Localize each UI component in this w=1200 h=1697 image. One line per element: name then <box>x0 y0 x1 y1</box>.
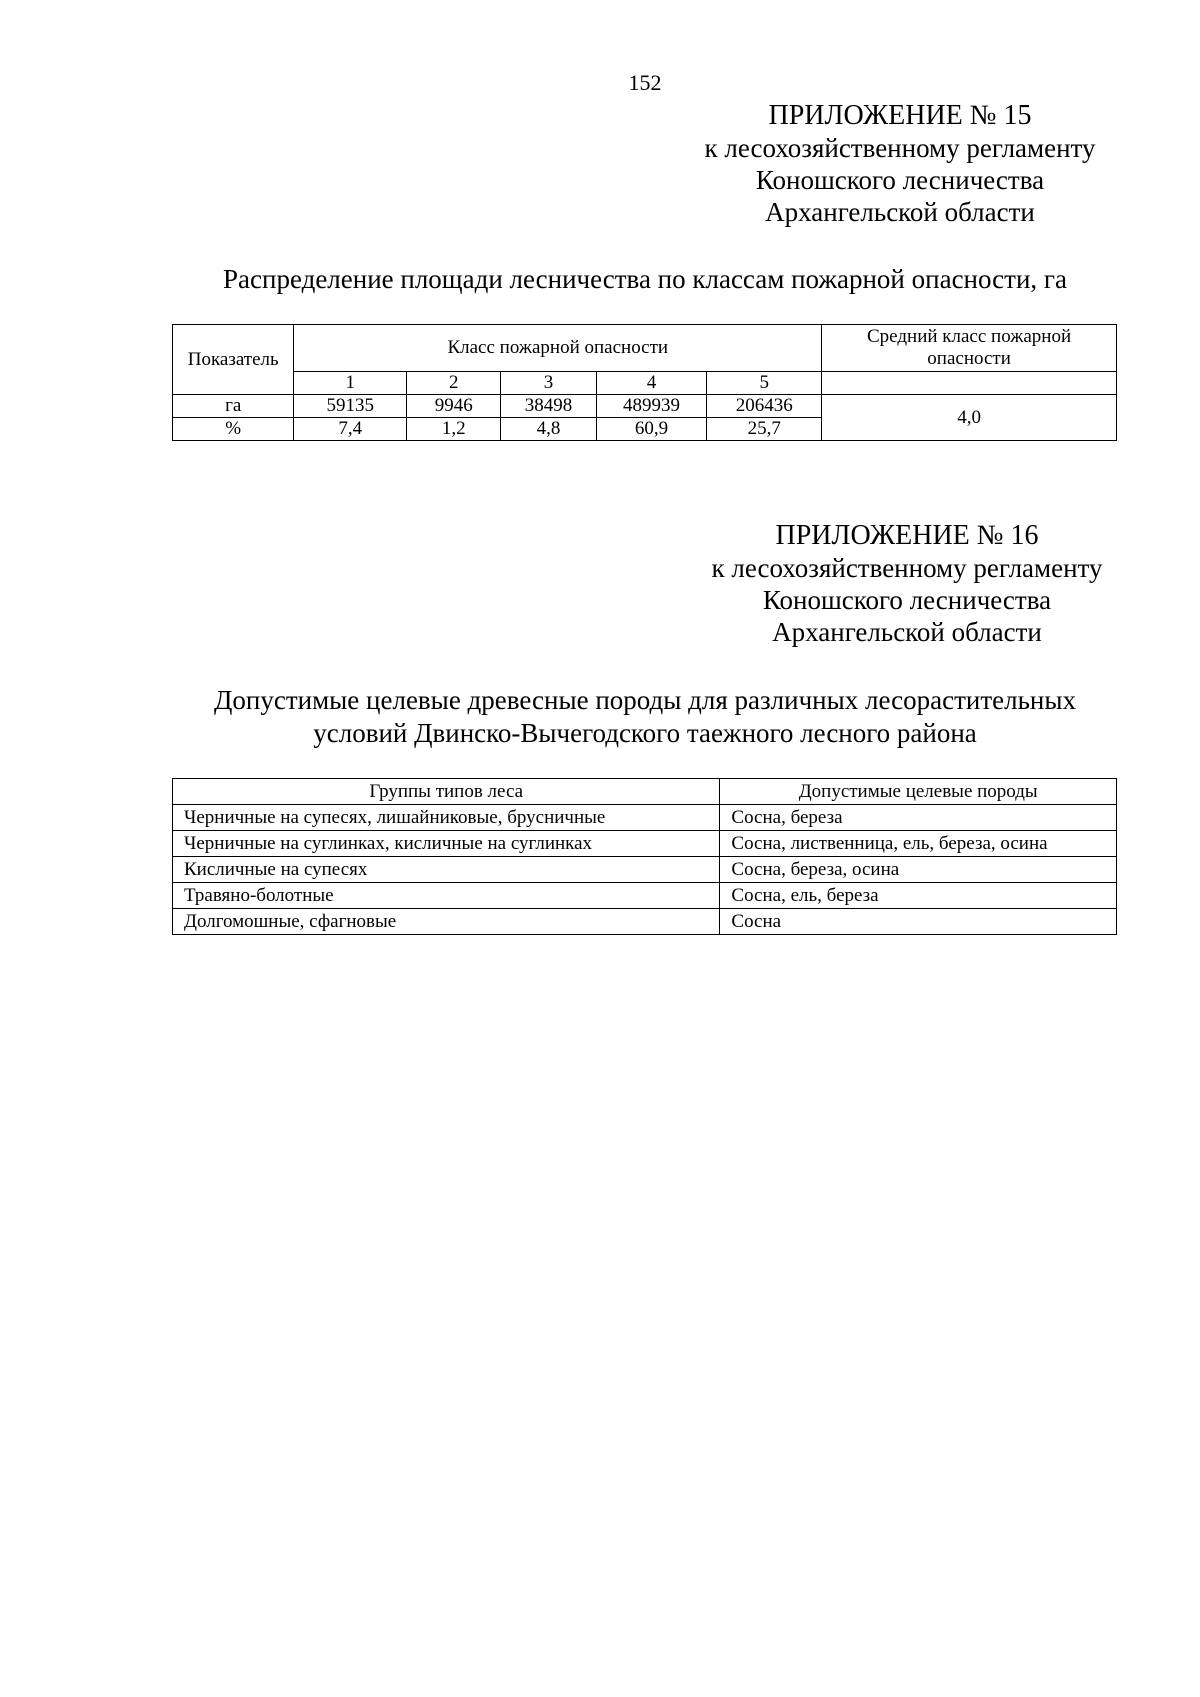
species-cell: Сосна <box>720 909 1117 935</box>
appendix-15-line2: Коношского лесничества <box>755 165 1045 195</box>
appendix-15-line3: Архангельской области <box>765 197 1035 227</box>
appendix-16-header <box>697 520 1117 648</box>
table-16-title-line1: Допустимые целевые древесные породы для различных лесорастительных <box>213 685 1076 715</box>
table-row <box>173 909 1117 935</box>
table-cell: 59135 <box>294 395 407 418</box>
table-cell: 4,8 <box>501 418 596 441</box>
row-label: га <box>173 395 294 418</box>
appendix-16-heading: ПРИЛОЖЕНИЕ № 16 <box>775 520 1039 551</box>
table-16-title <box>150 684 1140 750</box>
appendix-16-line3: Архангельской области <box>772 617 1042 647</box>
forest-group-cell: Черничные на супесях, лишайниковые, брусничные <box>173 805 720 831</box>
class-number: 3 <box>501 372 596 395</box>
header-indicator: Показатель <box>173 325 294 395</box>
class-number: 5 <box>707 372 822 395</box>
empty-cell <box>822 372 1117 395</box>
fire-danger-table <box>172 324 1117 441</box>
species-cell: Сосна, ель, береза <box>720 883 1117 909</box>
class-number: 4 <box>596 372 707 395</box>
forest-group-cell: Долгомошные, сфагновые <box>173 909 720 935</box>
target-species-table <box>172 778 1117 935</box>
forest-group-cell: Кисличные на супесях <box>173 857 720 883</box>
forest-group-cell: Травяно-болотные <box>173 883 720 909</box>
appendix-15-line1: к лесохозяйственному регламенту <box>704 133 1096 163</box>
table-cell: 38498 <box>501 395 596 418</box>
table-row <box>173 831 1117 857</box>
table-cell: 9946 <box>407 395 501 418</box>
row-label: % <box>173 418 294 441</box>
species-cell: Сосна, береза, осина <box>720 857 1117 883</box>
table-row <box>173 857 1117 883</box>
class-number: 2 <box>407 372 501 395</box>
table-cell: 25,7 <box>707 418 822 441</box>
header-fire-class: Класс пожарной опасности <box>294 325 822 372</box>
table-15-title: Распределение площади лесничества по классам пожарной опасности, га <box>223 264 1067 294</box>
table-cell: 60,9 <box>596 418 707 441</box>
appendix-15-heading: ПРИЛОЖЕНИЕ № 15 <box>768 100 1032 131</box>
appendix-15-header <box>690 100 1110 228</box>
table-cell: 1,2 <box>407 418 501 441</box>
forest-group-cell: Черничные на суглинках, кисличные на суглинках <box>173 831 720 857</box>
header-target-species: Допустимые целевые породы <box>720 779 1117 805</box>
table-16-title-line2: условий Двинско-Вычегодского таежного лесного района <box>313 718 977 748</box>
table-cell: 206436 <box>707 395 822 418</box>
table-cell: 7,4 <box>294 418 407 441</box>
page-number: 152 <box>628 70 662 95</box>
header-forest-groups: Группы типов леса <box>173 779 720 805</box>
table-cell: 489939 <box>596 395 707 418</box>
class-number: 1 <box>294 372 407 395</box>
table-row <box>173 395 1117 418</box>
appendix-16-line2: Коношского лесничества <box>762 585 1052 615</box>
average-class-value: 4,0 <box>822 395 1117 441</box>
species-cell: Сосна, береза <box>720 805 1117 831</box>
appendix-16-line1: к лесохозяйственному регламенту <box>711 553 1103 583</box>
table-row <box>173 805 1117 831</box>
table-row <box>173 883 1117 909</box>
species-cell: Сосна, лиственница, ель, береза, осина <box>720 831 1117 857</box>
header-average-class: Средний класс пожарной опасности <box>822 325 1117 372</box>
